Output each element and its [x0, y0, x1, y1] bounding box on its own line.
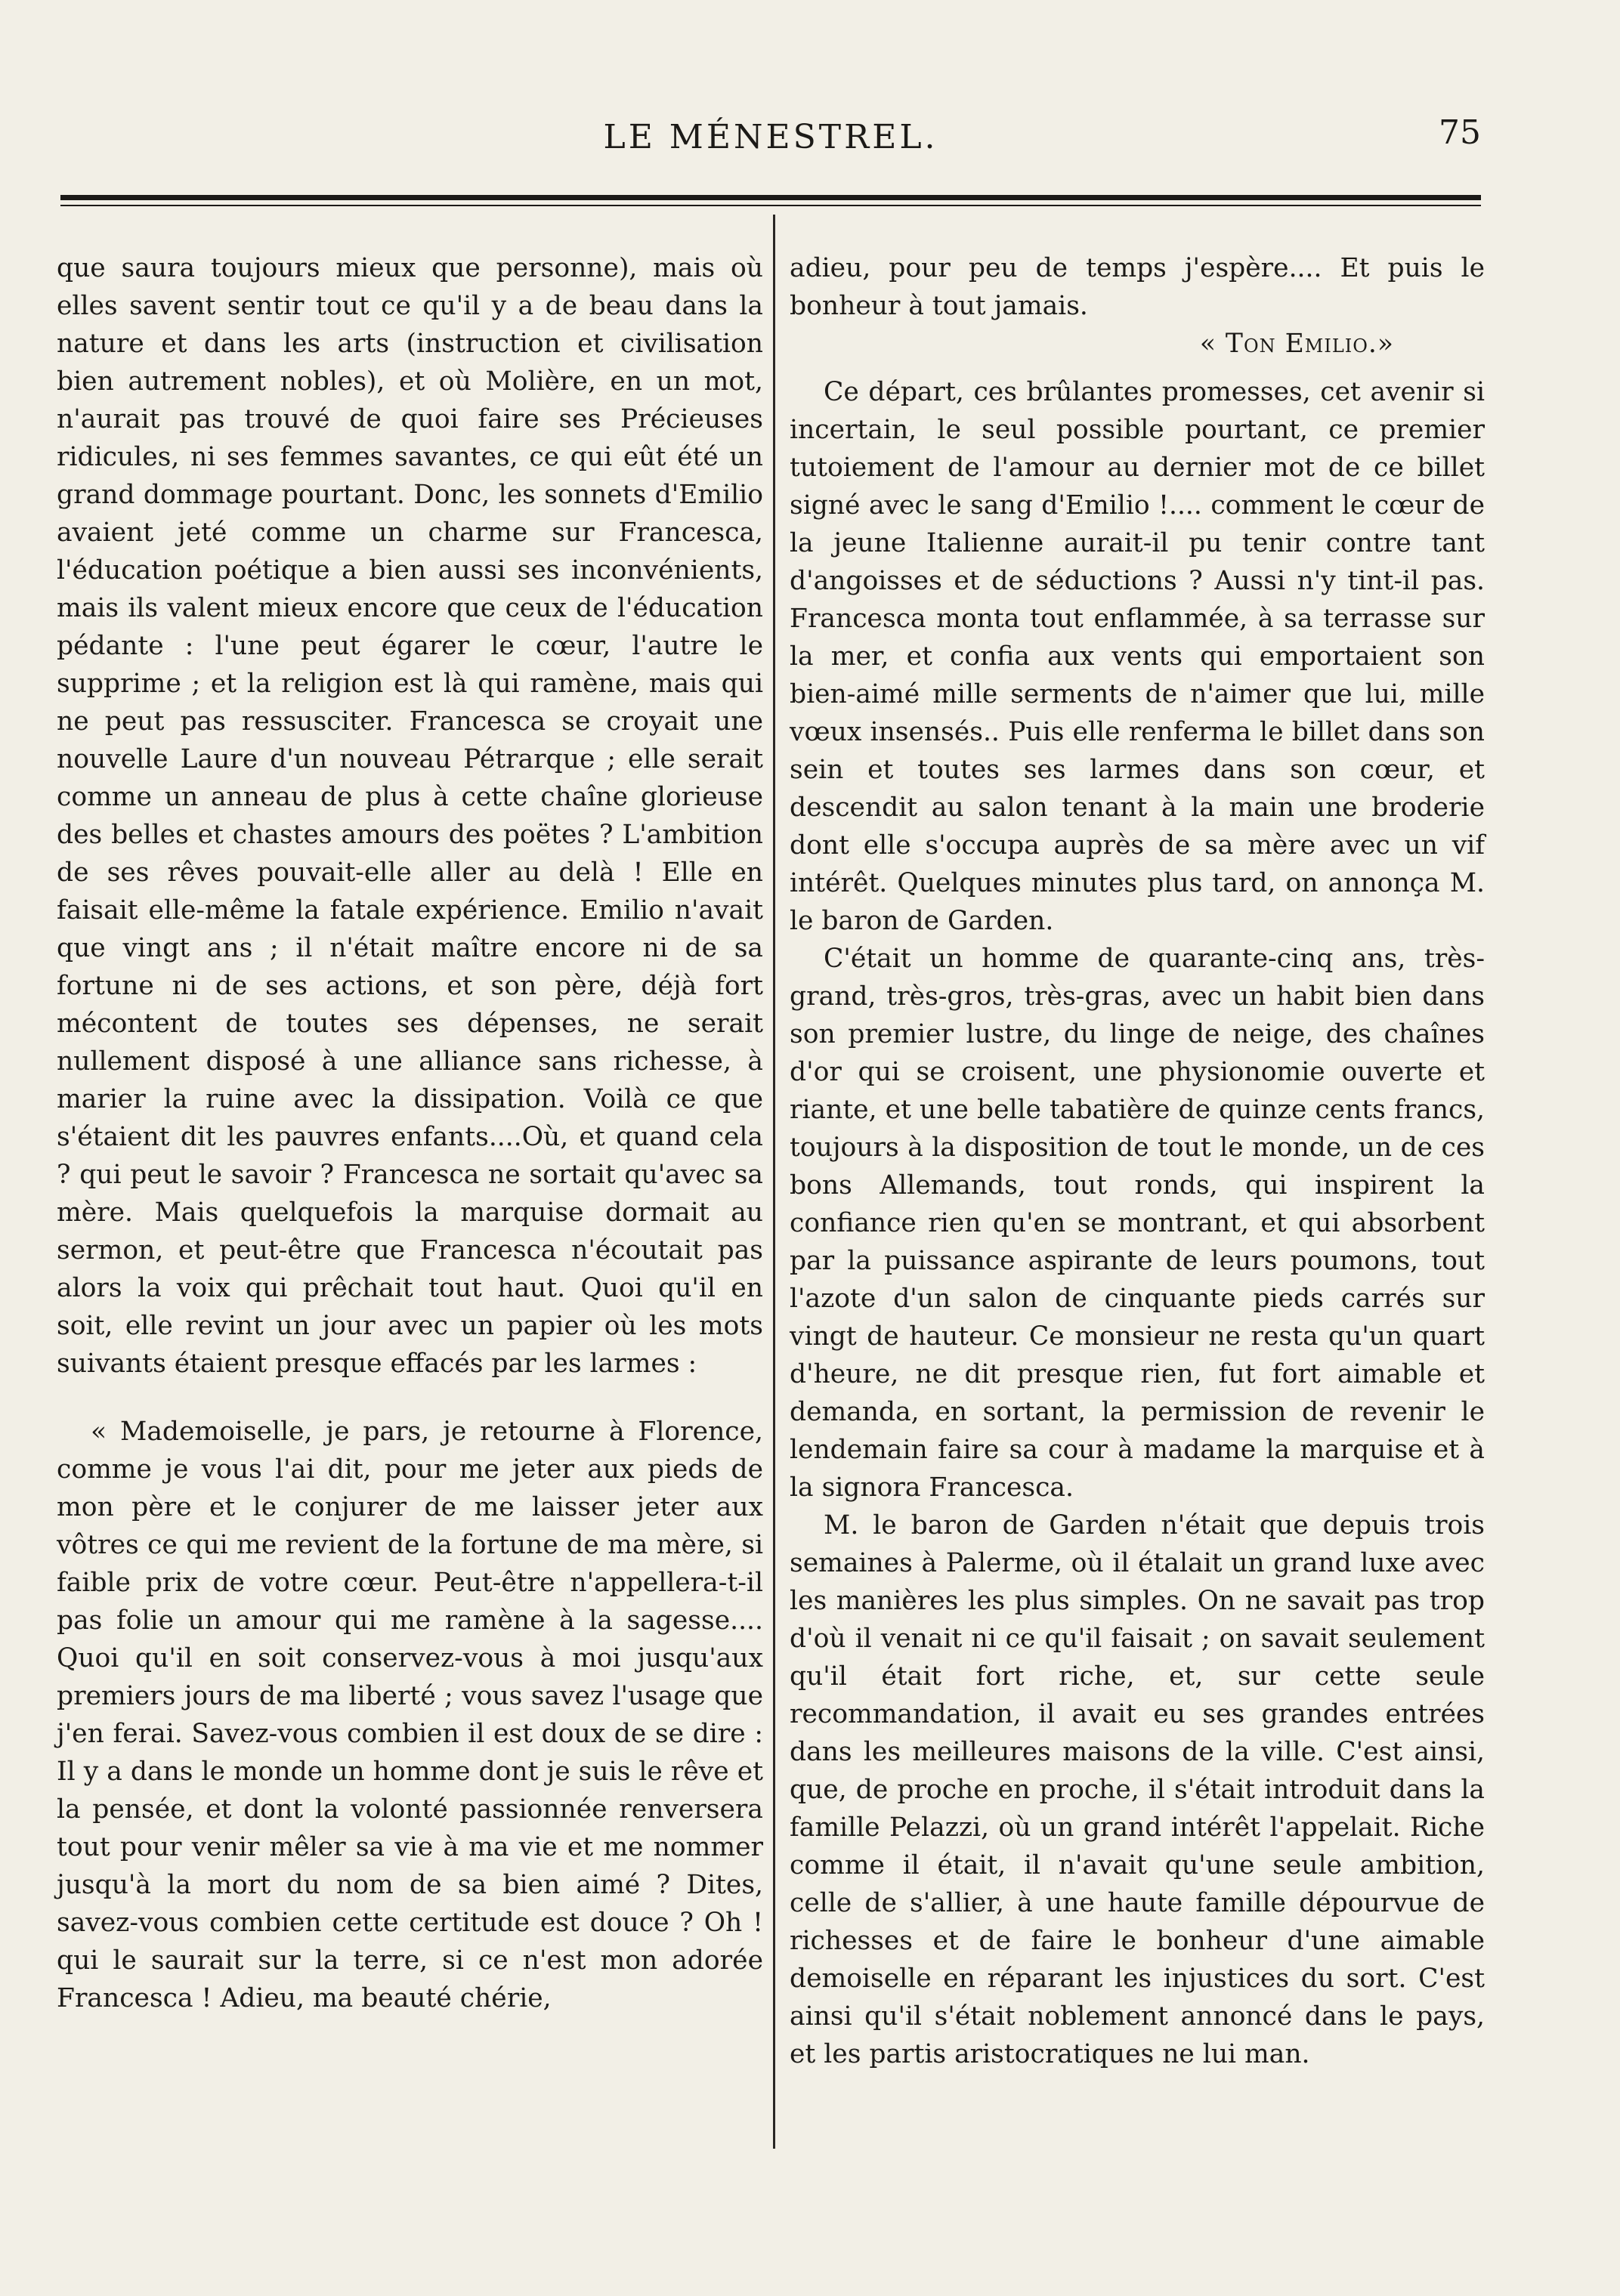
paragraph-continued: que saura toujours mieux que personne), mais où elles savent sentir tout ce qu'il y a de beau dans la nature et dans les arts (instruction et civilisation bien autrement nobles), et où Molière, en un mot, n'aurait pas trouvé de quoi faire ses Précieuses ridicules, ni ses femmes savantes, ce qui eût été un grand dommage pourtant. Donc, les sonnets d'Emilio avaient jeté comme un charme sur Francesca, l'éducation poétique a bien aussi ses inconvénients, mais ils valent mieux encore que ceux de l'éducation pédante : l'une peut égarer le cœur, l'autre le supprime ; et la religion est là qui ramène, mais qui ne peut pas ressusciter. Francesca se croyait une nouvelle Laure d'un nouveau Pétrarque ; elle serait comme un anneau de plus à cette chaîne glorieuse des belles et chastes amours des poëtes ? L'ambition de ses rêves pouvait-elle aller au delà ! Elle en faisait elle-même la fatale expérience. Emilio n'avait que vingt ans ; il n'était maître encore ni de sa fortune ni de ses actions, et son père, déjà fort mécontent de toutes ses dépenses, ne serait nullement disposé à une alliance sans richesse, à marier la ruine avec la dissipation. Voilà ce que s'étaient dit les pauvres enfants....Où, et quand cela ? qui peut le savoir ? Francesca ne sortait qu'avec sa mère. Mais quelquefois la marquise dormait au sermon, et peut-être que Francesca n'écoutait pas alors la voix qui prêchait tout haut. Quoi qu'il en soit, elle revint un jour avec un papier où les mots suivants étaient presque effacés par les larmes :	[57, 253, 763, 1379]
letter-ending: adieu, pour peu de temps j'espère.... Et puis le bonheur à tout jamais.	[790, 253, 1485, 321]
column-divider	[773, 215, 775, 2149]
header-rule-thick	[60, 195, 1481, 200]
page-header	[60, 113, 1481, 166]
right-column	[790, 249, 1485, 2073]
letter-signature: « Ton Emilio.»	[1199, 329, 1394, 359]
paragraph-depart: Ce départ, ces brûlantes promesses, cet avenir si incertain, le seul possible pourtant, ce premier tutoiement de l'amour au dernier mot de ce billet signé avec le sang d'Emilio !.... comment le cœur de la jeune Italienne aurait-il pu tenir contre tant d'angoisses et de séductions ? Aussi n'y tint-il pas. Francesca monta tout enflammée, à sa terrasse sur la mer, et confia aux vents qui emportaient son bien-aimé mille serments de n'aimer que lui, mille vœux insensés.. Puis elle renferma le billet dans son sein et toutes ses larmes dans son cœur, et descendit au salon tenant à la main une broderie dont elle s'occupa auprès de sa mère avec un vif intérêt. Quelques minutes plus tard, on annonça M. le baron de Garden.	[790, 377, 1485, 936]
paragraph-baron-palerme: M. le baron de Garden n'était que depuis trois semaines à Palerme, où il étalait un grand luxe avec les manières les plus simples. On ne savait pas trop d'où il venait ni ce qu'il faisait ; on savait seulement qu'il était fort riche, et, sur cette seule recommandation, il avait eu ses grandes entrées dans les meilleures maisons de la ville. C'est ainsi, que, de proche en proche, il s'était introduit dans la famille Pelazzi, où un grand intérêt l'appelait. Riche comme il était, il n'avait qu'une seule ambition, celle de s'allier, à une haute famille dépourvue de richesses et de faire le bonheur d'une aimable demoiselle en réparant les injustices du sort. C'est ainsi qu'il s'était noblement annoncé dans le pays, et les partis aristocratiques ne lui man.	[790, 1510, 1485, 2069]
journal-title: LE MÉNESTREL.	[603, 118, 938, 156]
paragraph-baron-portrait: C'était un homme de quarante-cinq ans, très-grand, très-gros, très-gras, avec un habit bien dans son premier lustre, du linge de neige, des chaînes d'or qui se croisent, une physionomie ouverte et riante, et une belle tabatière de quinze cents francs, toujours à la disposition de tout le monde, un de ces bons Allemands, tout ronds, qui inspirent la confiance rien qu'en se montrant, et qui absorbent par la puissance aspirante de leurs poumons, tout l'azote d'un salon de cinquante pieds carrés sur vingt de hauteur. Ce monsieur ne resta qu'un quart d'heure, ne dit presque rien, fut fort aimable et demanda, en sortant, la permission de revenir le lendemain faire sa cour à madame la marquise et à la signora Francesca.	[790, 944, 1485, 1503]
page-number: 75	[1439, 113, 1481, 152]
left-column	[57, 249, 763, 2017]
letter-paragraph: « Mademoiselle, je pars, je retourne à Florence, comme je vous l'ai dit, pour me jeter aux pieds de mon père et le conjurer de me laisser jeter aux vôtres ce qui me revient de la fortune de ma mère, si faible prix de votre cœur. Peut-être n'appellera-t-il pas folie un amour qui me ramène à la sagesse.... Quoi qu'il en soit conservez-vous à moi jusqu'aux premiers jours de ma liberté ; vous savez l'usage que j'en ferai. Savez-vous combien il est doux de se dire : Il y a dans le monde un homme dont je suis le rêve et la pensée, et dont la volonté passionnée renversera tout pour venir mêler sa vie à ma vie et me nommer jusqu'à la mort du nom de sa bien aimé ? Dites, savez-vous combien cette certitude est douce ? Oh ! qui le saurait sur la terre, si ce n'est mon adorée Francesca ! Adieu, ma beauté chérie,	[57, 1417, 763, 2013]
header-rule-thin	[60, 205, 1481, 206]
